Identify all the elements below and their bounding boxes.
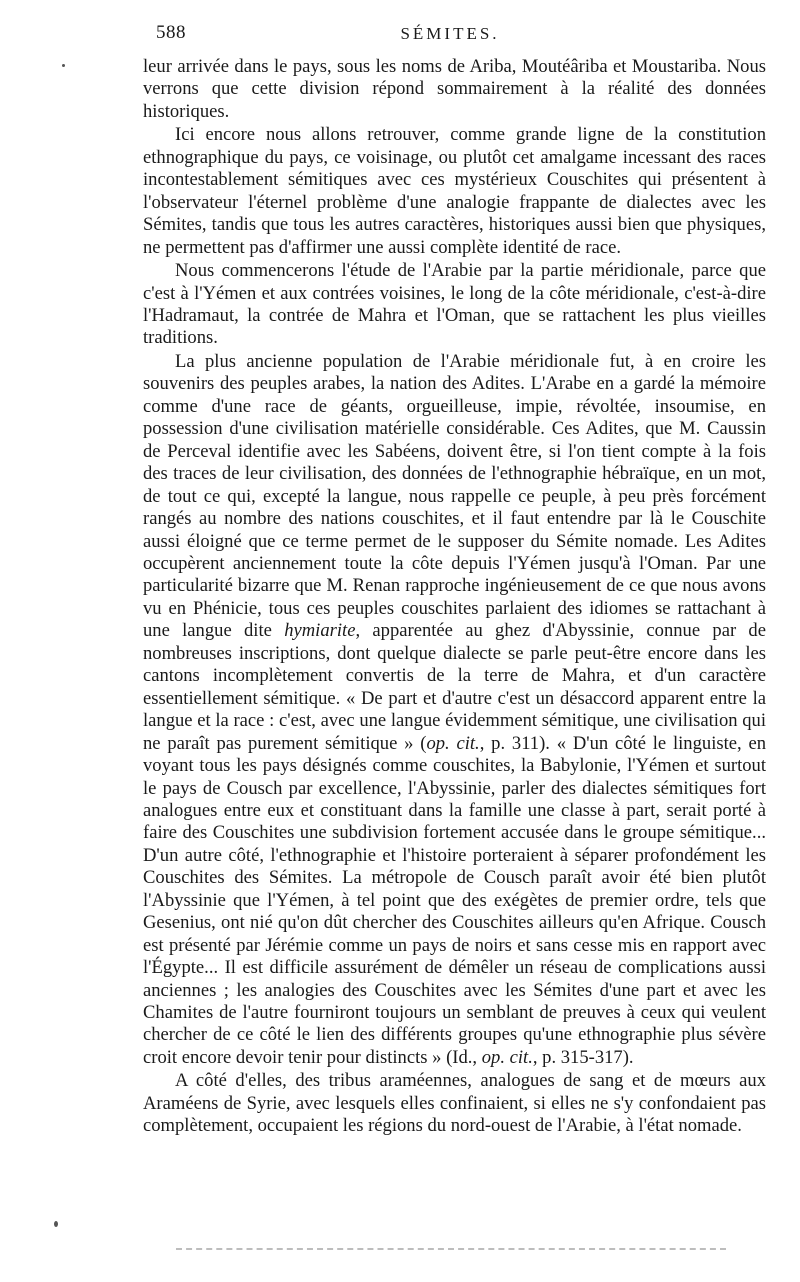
paragraph-2: Ici encore nous allons retrouver, comme grande ligne de la constitution ethnographique du pays, ce voisinage, ou plutôt cet amalgame incessant des races incontestablement sémitiques avec ces mystérieux Couschites qui présentent à l'observateur l'éternel problème d'une analogie frappante de dialectes avec les Sémites, tandis que tous les autres caractères, historiques aussi bien que physiques, ne permettent pas d'affirmer une aussi complète identité de race. — [143, 124, 766, 258]
scan-speck — [62, 64, 65, 67]
paragraph-4 — [143, 351, 766, 1070]
paragraph-4-part-1: La plus ancienne population de l'Arabie méridionale fut, à en croire les souvenirs des peuples arabes, la nation des Adites. L'Arabe en a gardé la mémoire comme d'une race de géants, orgueilleuse, impie, révoltée, insoumise, en possession d'une civilisation matérielle considérable. Ces Adites, que M. Caussin de Perceval identifie avec les Sabéens, doivent être, si l'on tient compte à la fois des traces de leur civilisation, des données de l'ethnographie hébraïque, en un mot, de tout ce qui, excepté la langue, nous rappelle ce peuple, à peu près forcément rangés au nombre des nations couschites, et il faut entendre par là le Couschite aussi éloigné que ce terme permet de le supposer du Sémite nomade. Les Adites occupèrent anciennement toute la côte depuis l'Yémen jusqu'à l'Oman. Par une particularité bizarre que M. Renan rapproche ingénieusement de ce que nous avons vu en Phénicie, tous ces peuples couschites parlaient des idiomes se rattachant à une langue dite — [143, 350, 766, 642]
citation-op-cit-1: op. cit. — [426, 732, 480, 754]
paragraph-4-part-4: , p. 315-317). — [532, 1046, 634, 1068]
paragraph-1: leur arrivée dans le pays, sous les noms de Ariba, Moutéâriba et Moustariba. Nous verrons que cette division répond sommairement à la réalité des données historiques. — [143, 56, 766, 122]
paragraph-4-part-2: , apparentée au ghez d'Abyssinie, connue par de nombreuses inscriptions, dont quelque dialecte se parle peut-être encore dans les cantons incomplètement convertis de la terre de Mahra, et d'un caractère essentiellement sémitique. « De part et d'autre c'est un désaccord apparent entre la langue et la race : c'est, avec une langue évidemment sémitique, une civilisation qui ne paraît pas purement sémitique » ( — [143, 620, 766, 754]
paragraph-3: Nous commencerons l'étude de l'Arabie par la partie méridionale, parce que c'est à l'Yémen et aux contrées voisines, le long de la côte méridionale, c'est-à-dire l'Hadramaut, la contrée de Mahra et l'Oman, que se rattachent les plus vieilles traditions. — [143, 260, 766, 349]
footer-scan-rule — [176, 1248, 726, 1250]
scan-speck — [54, 1221, 58, 1227]
page-number: 588 — [156, 22, 186, 43]
italic-term-hymiarite: hymiarite — [284, 620, 356, 642]
citation-op-cit-2: op. cit. — [481, 1046, 533, 1068]
body-text — [143, 56, 766, 1139]
paragraph-5: A côté d'elles, des tribus araméennes, analogues de sang et de mœurs aux Araméens de Syrie, avec lesquels elles confinaient, si elles ne s'y confondaient pas complètement, occupaient les régions du nord-ouest de l'Arabie, à l'état nomade. — [143, 1070, 766, 1137]
running-title: SÉMITES. — [400, 24, 500, 43]
paragraph-4-part-3: , p. 311). « D'un côté le linguiste, en voyant tous les pays désignés comme couschites, la Babylonie, l'Yémen et surtout le pays de Cousch par excellence, l'Abyssinie, parler des dialectes sémitiques fort analogues entre eux et constituant dans la famille une classe à part, serait porté à faire des Couschites une subdivision fortement accusée dans le groupe sémitique... D'un autre côté, l'ethnographie et l'histoire porteraient à séparer profondément les Couschites des Sémites. La métropole de Cousch paraît avoir été bien plutôt l'Abyssinie que l'Yémen, à tel point que des exégètes de premier ordre, tels que Gesenius, ont nié qu'on dût chercher des Couschites ailleurs qu'en Afrique. Cousch est présenté par Jérémie comme un pays de noirs et sans cesse mis en rapport avec l'Égypte... Il est difficile assurément de démêler un réseau de complications aussi anciennes ; les analogies des Couschites avec les Sémites d'une part et avec les Chamites de l'autre fourniront toujours un semblant de preuves à ceux qui veulent chercher de ce côté le lien des différents groupes qu'une ethnographie plus sévère croit encore devoir tenir pour distincts » (Id., — [143, 732, 767, 1068]
page-header — [156, 22, 744, 52]
